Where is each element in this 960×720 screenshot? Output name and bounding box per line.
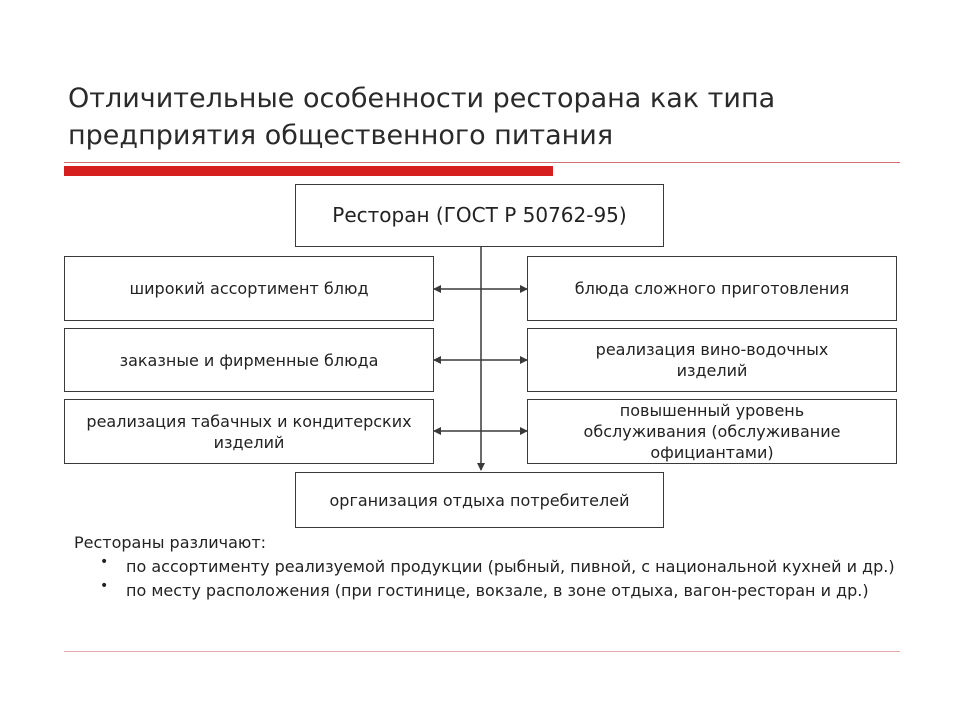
list-item (74, 580, 904, 601)
feature-label: повышенный уровень обслуживания (обслуживание официантами) (583, 401, 841, 462)
feature-node-left-1 (64, 256, 434, 321)
feature-node-left-2 (64, 328, 434, 392)
restaurant-classification (74, 532, 904, 601)
feature-label: заказные и фирменные блюда (119, 350, 379, 370)
classification-intro: Рестораны различают: (74, 533, 267, 552)
feature-label: широкий ассортимент блюд (129, 279, 369, 298)
restaurant-gost-node (295, 184, 664, 247)
bullet-icon: • (100, 578, 109, 594)
feature-label: реализация табачных и кондитерских изделий (86, 411, 412, 452)
list-item-text: по месту расположения (при гостинице, вокзале, в зоне отдыха, вагон-ресторан и др.) (126, 581, 869, 600)
feature-node-right-1 (527, 256, 897, 321)
feature-label: блюда сложного приготовления (574, 279, 850, 298)
feature-node-left-3 (64, 399, 434, 464)
bottom-divider-line (64, 651, 900, 652)
list-item-text: по ассортименту реализуемой продукции (рыбный, пивной, с национальной кухней и др.) (126, 557, 895, 576)
feature-label: реализация вино-водочных изделий (595, 340, 829, 380)
slide-title: Отличительные особенности ресторана как типа предприятия общественного питания (68, 83, 776, 151)
bullet-icon: • (100, 554, 109, 570)
list-item (74, 556, 904, 577)
feature-node-right-2 (527, 328, 897, 392)
feature-node-bottom (295, 472, 664, 528)
feature-node-right-3 (527, 399, 897, 464)
classification-list (74, 556, 904, 601)
feature-label: организация отдыха потребителей (329, 490, 630, 510)
restaurant-gost-label: Ресторан (ГОСТ Р 50762-95) (332, 203, 627, 227)
